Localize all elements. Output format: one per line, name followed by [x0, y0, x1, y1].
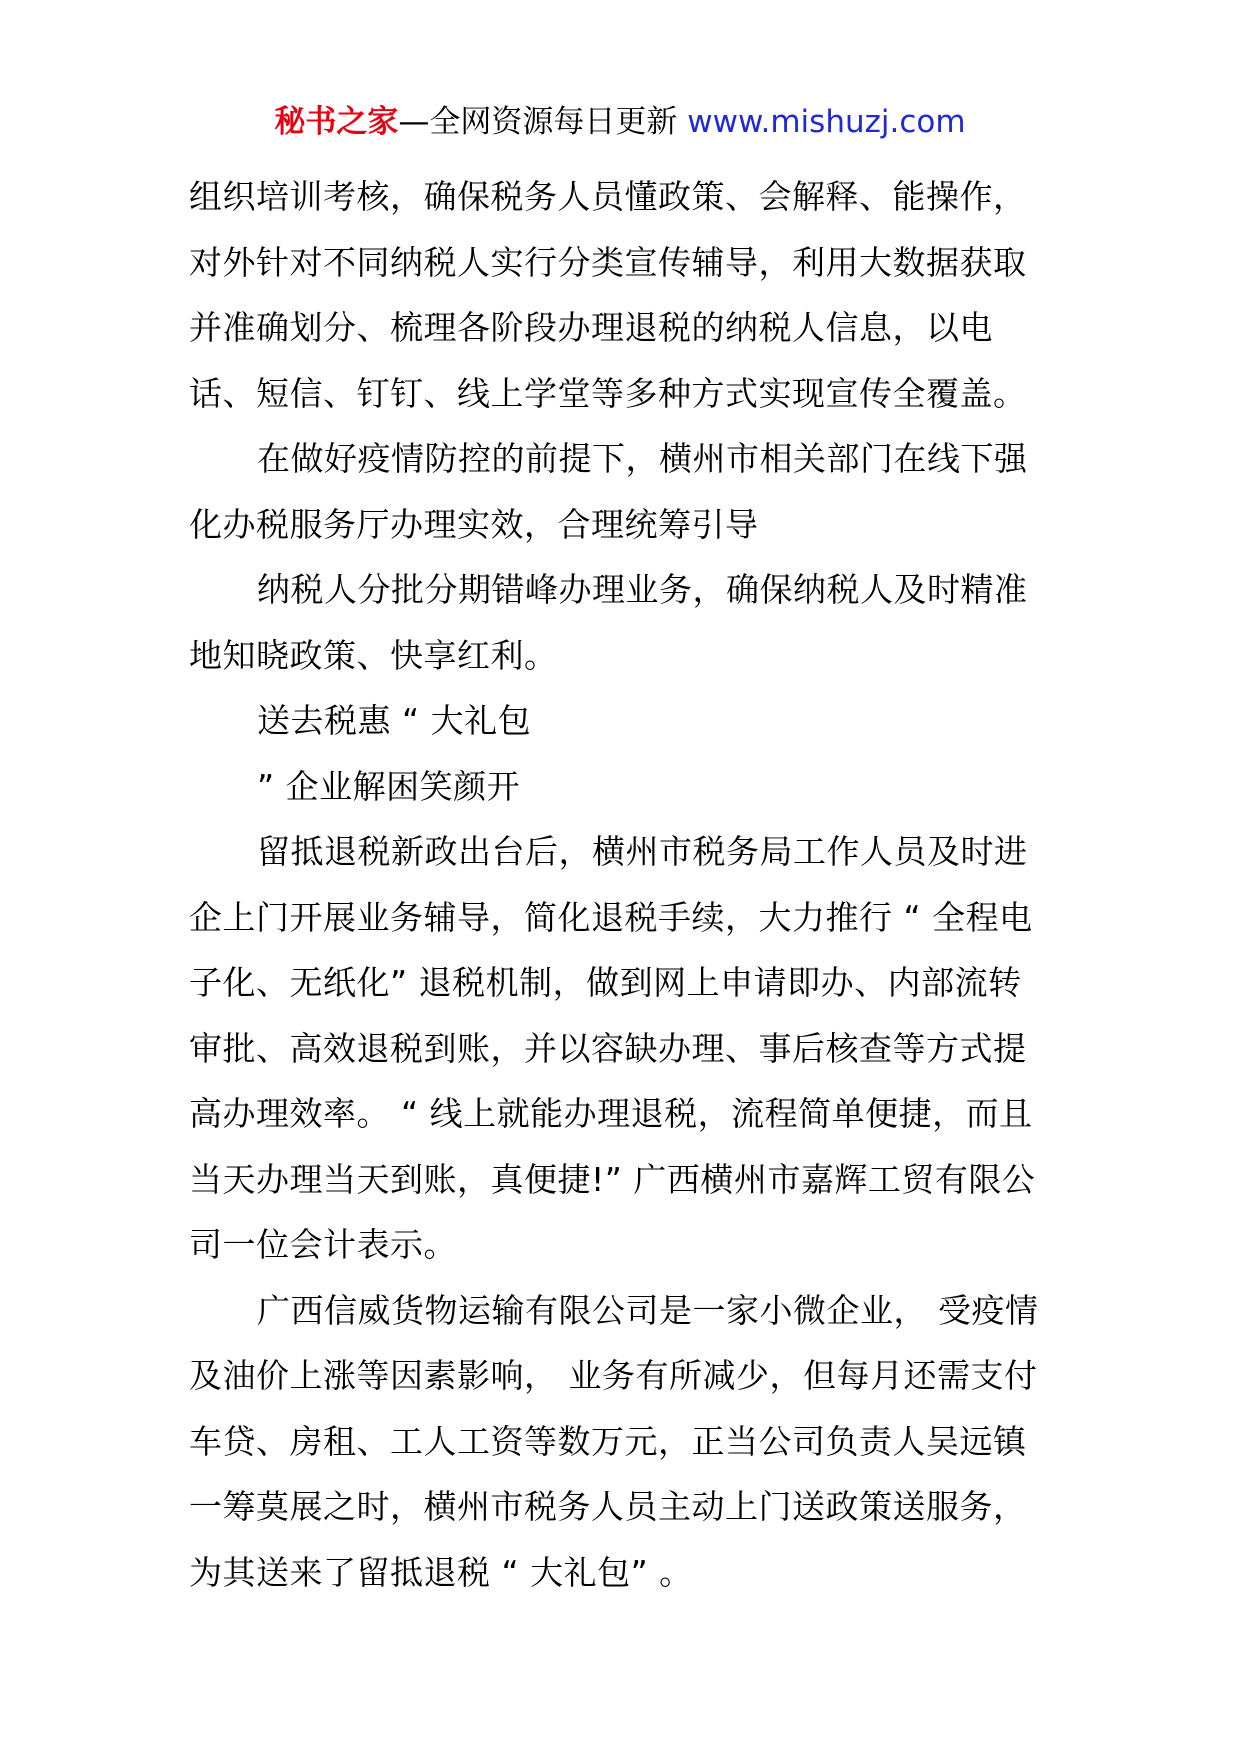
brand-name: 秘书之家 [274, 104, 399, 140]
text-line: 及油价上涨等因素影响， 业务有所减少，但每月还需支付 [189, 1356, 1038, 1395]
text-line: 一筹莫展之时，横州市税务人员主动上门送政策送服务， [189, 1487, 1027, 1526]
text-line: 司一位会计表示。 [189, 1225, 457, 1264]
text-line: 送去税惠 “ 大礼包 [257, 701, 532, 740]
text-line: 当天办理当天到账，真便捷!” 广西横州市嘉辉工贸有限公 [189, 1159, 1036, 1199]
text-line: 对外针对不同纳税人实行分类宣传辅导，利用大数据获取 [189, 242, 1027, 282]
text-line: 审批、高效退税到账，并以容缺办理、事后核查等方式提 [189, 1028, 1027, 1068]
text-line: 留抵退税新政出台后，横州市税务局工作人员及时进 [257, 832, 1028, 871]
text-line: 纳税人分批分期错峰办理业务，确保纳税人及时精准 [257, 570, 1028, 609]
text-line: 组织培训考核，确保税务人员懂政策、会解释、能操作， [189, 177, 1027, 216]
article-body [189, 164, 1059, 1605]
text-line: 地知晓政策、快享红利。 [189, 635, 558, 675]
text-line: 企上门开展业务辅导，简化退税手续，大力推行 “ 全程电 [189, 897, 1033, 937]
text-line: 广西信威货物运输有限公司是一家小微企业， 受疫情 [257, 1290, 1039, 1330]
text-line: 话、短信、钉钉、线上学堂等多种方式实现宣传全覆盖。 [189, 373, 1027, 413]
text-line: ” 企业解困笑颜开 [257, 766, 521, 806]
text-line: 化办税服务厅办理实效，合理统筹引导 [189, 504, 759, 544]
text-line: 车贷、房租、工人工资等数万元，正当公司负责人吴远镇 [189, 1421, 1027, 1461]
text-line: 并准确划分、梳理各阶段办理退税的纳税人信息，以电 [189, 308, 993, 347]
page-header [0, 100, 1240, 144]
website-link[interactable]: www.mishuzj.com [687, 104, 966, 140]
text-line: 高办理效率。 “ 线上就能办理退税，流程简单便捷，而且 [189, 1094, 1033, 1133]
text-line: 在做好疫情防控的前提下，横州市相关部门在线下强 [257, 439, 1028, 478]
header-tagline: —全网资源每日更新 [398, 104, 678, 140]
text-line: 子化、无纸化” 退税机制，做到网上申请即办、内部流转 [189, 963, 1022, 1002]
text-line: 为其送来了留抵退税 “ 大礼包” 。 [189, 1552, 693, 1592]
